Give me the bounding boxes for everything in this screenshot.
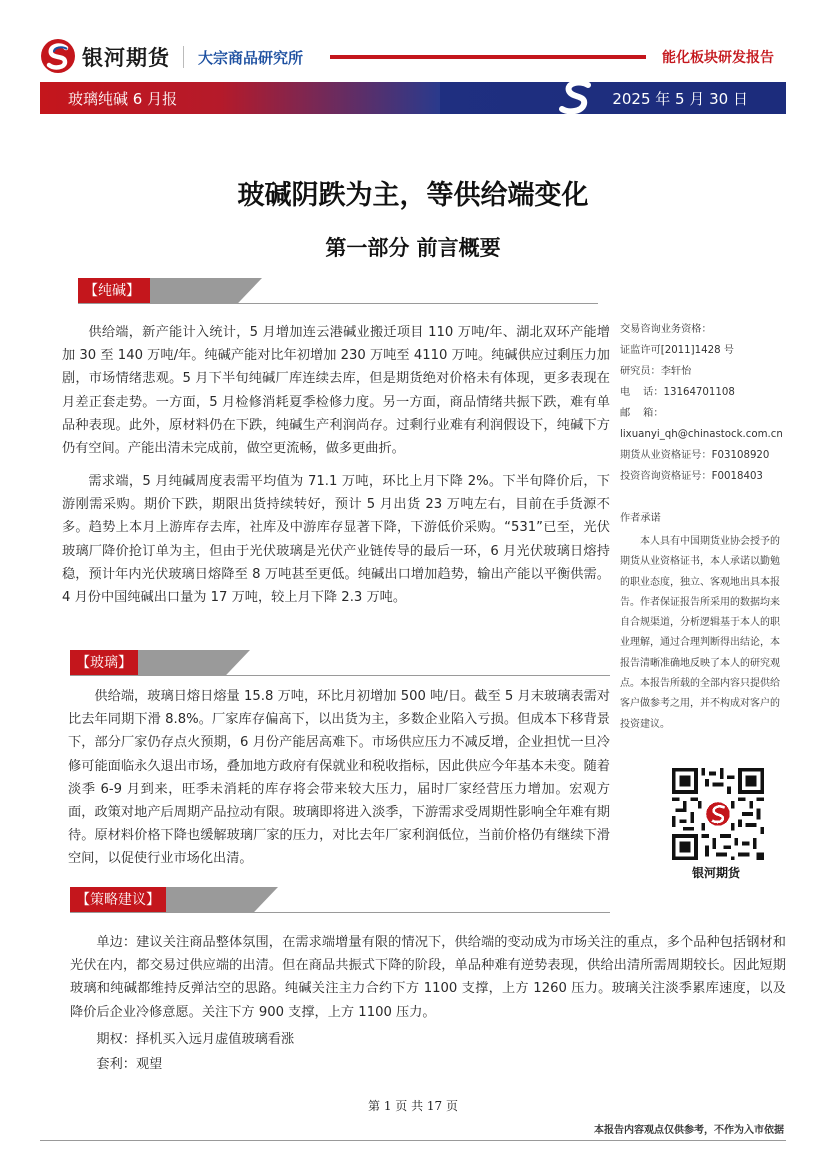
researcher: 研究员：李轩怡 [620,366,692,377]
tag-label: 【玻璃】 [70,650,138,676]
qr-code-icon[interactable] [672,768,764,860]
report-banner [40,82,786,114]
tag-shade [138,278,262,304]
tag-label: 【纯碱】 [78,278,150,304]
soda-paragraph-supply: 供给端，新产能计入统计，5 月增加连云港碱业搬迁项目 110 万吨/年、湖北双环产能增加 30 至 140 万吨/年。纯碱产能对比年初增加 230 万吨至 4110 万吨。纯碱供应过剩压力加剧，市场情绪悲观。5 月下半旬纯碱厂库连续去库，但是期货绝对价格未有体现，更多表现在月差正套走势。一方面，5 月检修消耗夏季检修力度。另一方面，商品情绪共振下跌，难有单品种表现。此外，原材料仍在下跌，纯碱生产利润尚存。过剩行业难有利润假设下，纯碱下方仍有空间。产能出清未完成前，做空更流畅，做多更曲折。 [62,325,610,457]
qr-caption: 银河期货 [692,866,741,880]
phone: 电 话：13164701108 [620,387,735,398]
soda-paragraph-demand: 需求端，5 月纯碱周度表需平均值为 71.1 万吨，环比上月下降 2%。下半旬降价后，下游刚需采购。期价下跌，期限出货持续转好，预计 5 月出货 23 万吨左右，目前在手货源不多。趋势上本月上游库存去库，社库及中游库存显著下降，下游低价采购。“531”已至，光伏玻璃厂降价抢订单为主，但由于光伏玻璃是光伏产业链传导的最后一环，6 月光伏玻璃日熔持稳，预计年内光伏玻璃日熔降至 8 万吨甚至更低。纯碱出口增加趋势，输出产能以平衡供需。4 月份中国纯碱出口量为 17 万吨，较上月下降 2.3 万吨。 [62,474,610,606]
header-rule [330,55,646,59]
section-heading: 第一部分 前言概要 [325,236,501,260]
page-number: 第 1 页 共 17 页 [368,1099,458,1113]
tag-underline [70,912,610,913]
report-type: 能化板块研发报告 [662,50,774,66]
tag-shade [126,650,250,676]
tag-underline [70,675,610,676]
strategy-paragraph-options: 期权：择机买入远月虚值玻璃看涨 [96,1032,295,1047]
email-address[interactable]: lixuanyi_qh@chinastock.com.cn [620,429,783,440]
tag-shade [154,887,278,913]
strategy-section-tag [70,887,610,913]
banner-s-icon [556,80,596,116]
report-header [0,0,826,120]
banner-title: 玻璃纯碱 6 月报 [68,90,178,108]
footer-disclaimer: 本报告内容观点仅供参考，不作为入市依据 [594,1125,784,1136]
glass-section-tag [70,650,610,676]
email-label: 邮 箱： [620,408,664,419]
strategy-paragraph-arbitrage: 套利：观望 [96,1057,163,1072]
tag-label: 【策略建议】 [70,887,166,913]
report-date: 2025 年 5 月 30 日 [612,90,748,108]
qualification-label: 交易咨询业务资格： [620,324,712,335]
galaxy-logo-icon [40,38,76,74]
commitment-title: 作者承诺 [620,513,661,524]
institute-name: 大宗商品研究所 [198,49,304,67]
report-title: 玻碱阴跌为主，等供给端变化 [237,180,589,211]
company-name: 银河期货 [82,46,170,70]
soda-section-tag [78,278,598,304]
strategy-paragraph-single: 单边：建议关注商品整体氛围，在需求端增量有限的情况下，供给端的变动成为市场关注的重点，多个品种包括钢材和光伏在内，都交易过供应端的出清。但在商品共振式下降的阶段，单品种难有逆势表现，供给出清所需周期较长。因此短期玻璃和纯碱都维持反弹沽空的思路。纯碱关注主力合约下方 1100 支撑，上方 1260 压力。玻璃关注淡季累库速度，以及降价后企业冷修意愿。关注下方 900 支撑，上方 1100 压力。 [70,935,786,1020]
footer-rule [40,1140,786,1141]
tag-underline [78,303,598,304]
commitment-text: 本人具有中国期货业协会授予的期货从业资格证书，本人承诺以勤勉的职业态度，独立、客观地出具本报告。作者保证报告所采用的数据均来自合规渠道，分析逻辑基于本人的职业理解，通过合理判断得出结论，本报告清晰准确地反映了本人的研究观点。本报告所载的全部内容只提供给客户做参考之用，并不构成对客户的投资建议。 [620,536,780,730]
glass-paragraph-supply: 供给端，玻璃日熔日熔量 15.8 万吨，环比月初增加 500 吨/日。截至 5 月末玻璃表需对比去年同期下滑 8.8%。厂家库存偏高下，以出货为主，多数企业陷入亏损。但成本下移背景下，部分厂家仍存点火预期，6 月份产能居高难下。市场供应压力不减反增，企业担忧一旦冷修可能面临永久退出市场，叠加地方政府有保就业和税收指标，因此供应今年基本未变。随着淡季 6-9 月到来，旺季未消耗的库存将会带来较大压力，届时厂家经营压力增加。宏观方面，政策对地产后周期产品拉动有限。玻璃即将进入淡季，下游需求受周期性影响全年难有期待。原材料价格下降也缓解玻璃厂家的压力，对比去年厂家利润低位，当前价格仍有继续下滑空间，以促使行业市场化出清。 [68,689,610,867]
license-number: 证监许可[2011]1428 号 [620,345,734,356]
futures-certificate: 期货从业资格证号：F03108920 [620,450,770,461]
advisory-certificate: 投资咨询资格证号：F0018403 [620,471,763,482]
logo-divider [183,46,184,68]
